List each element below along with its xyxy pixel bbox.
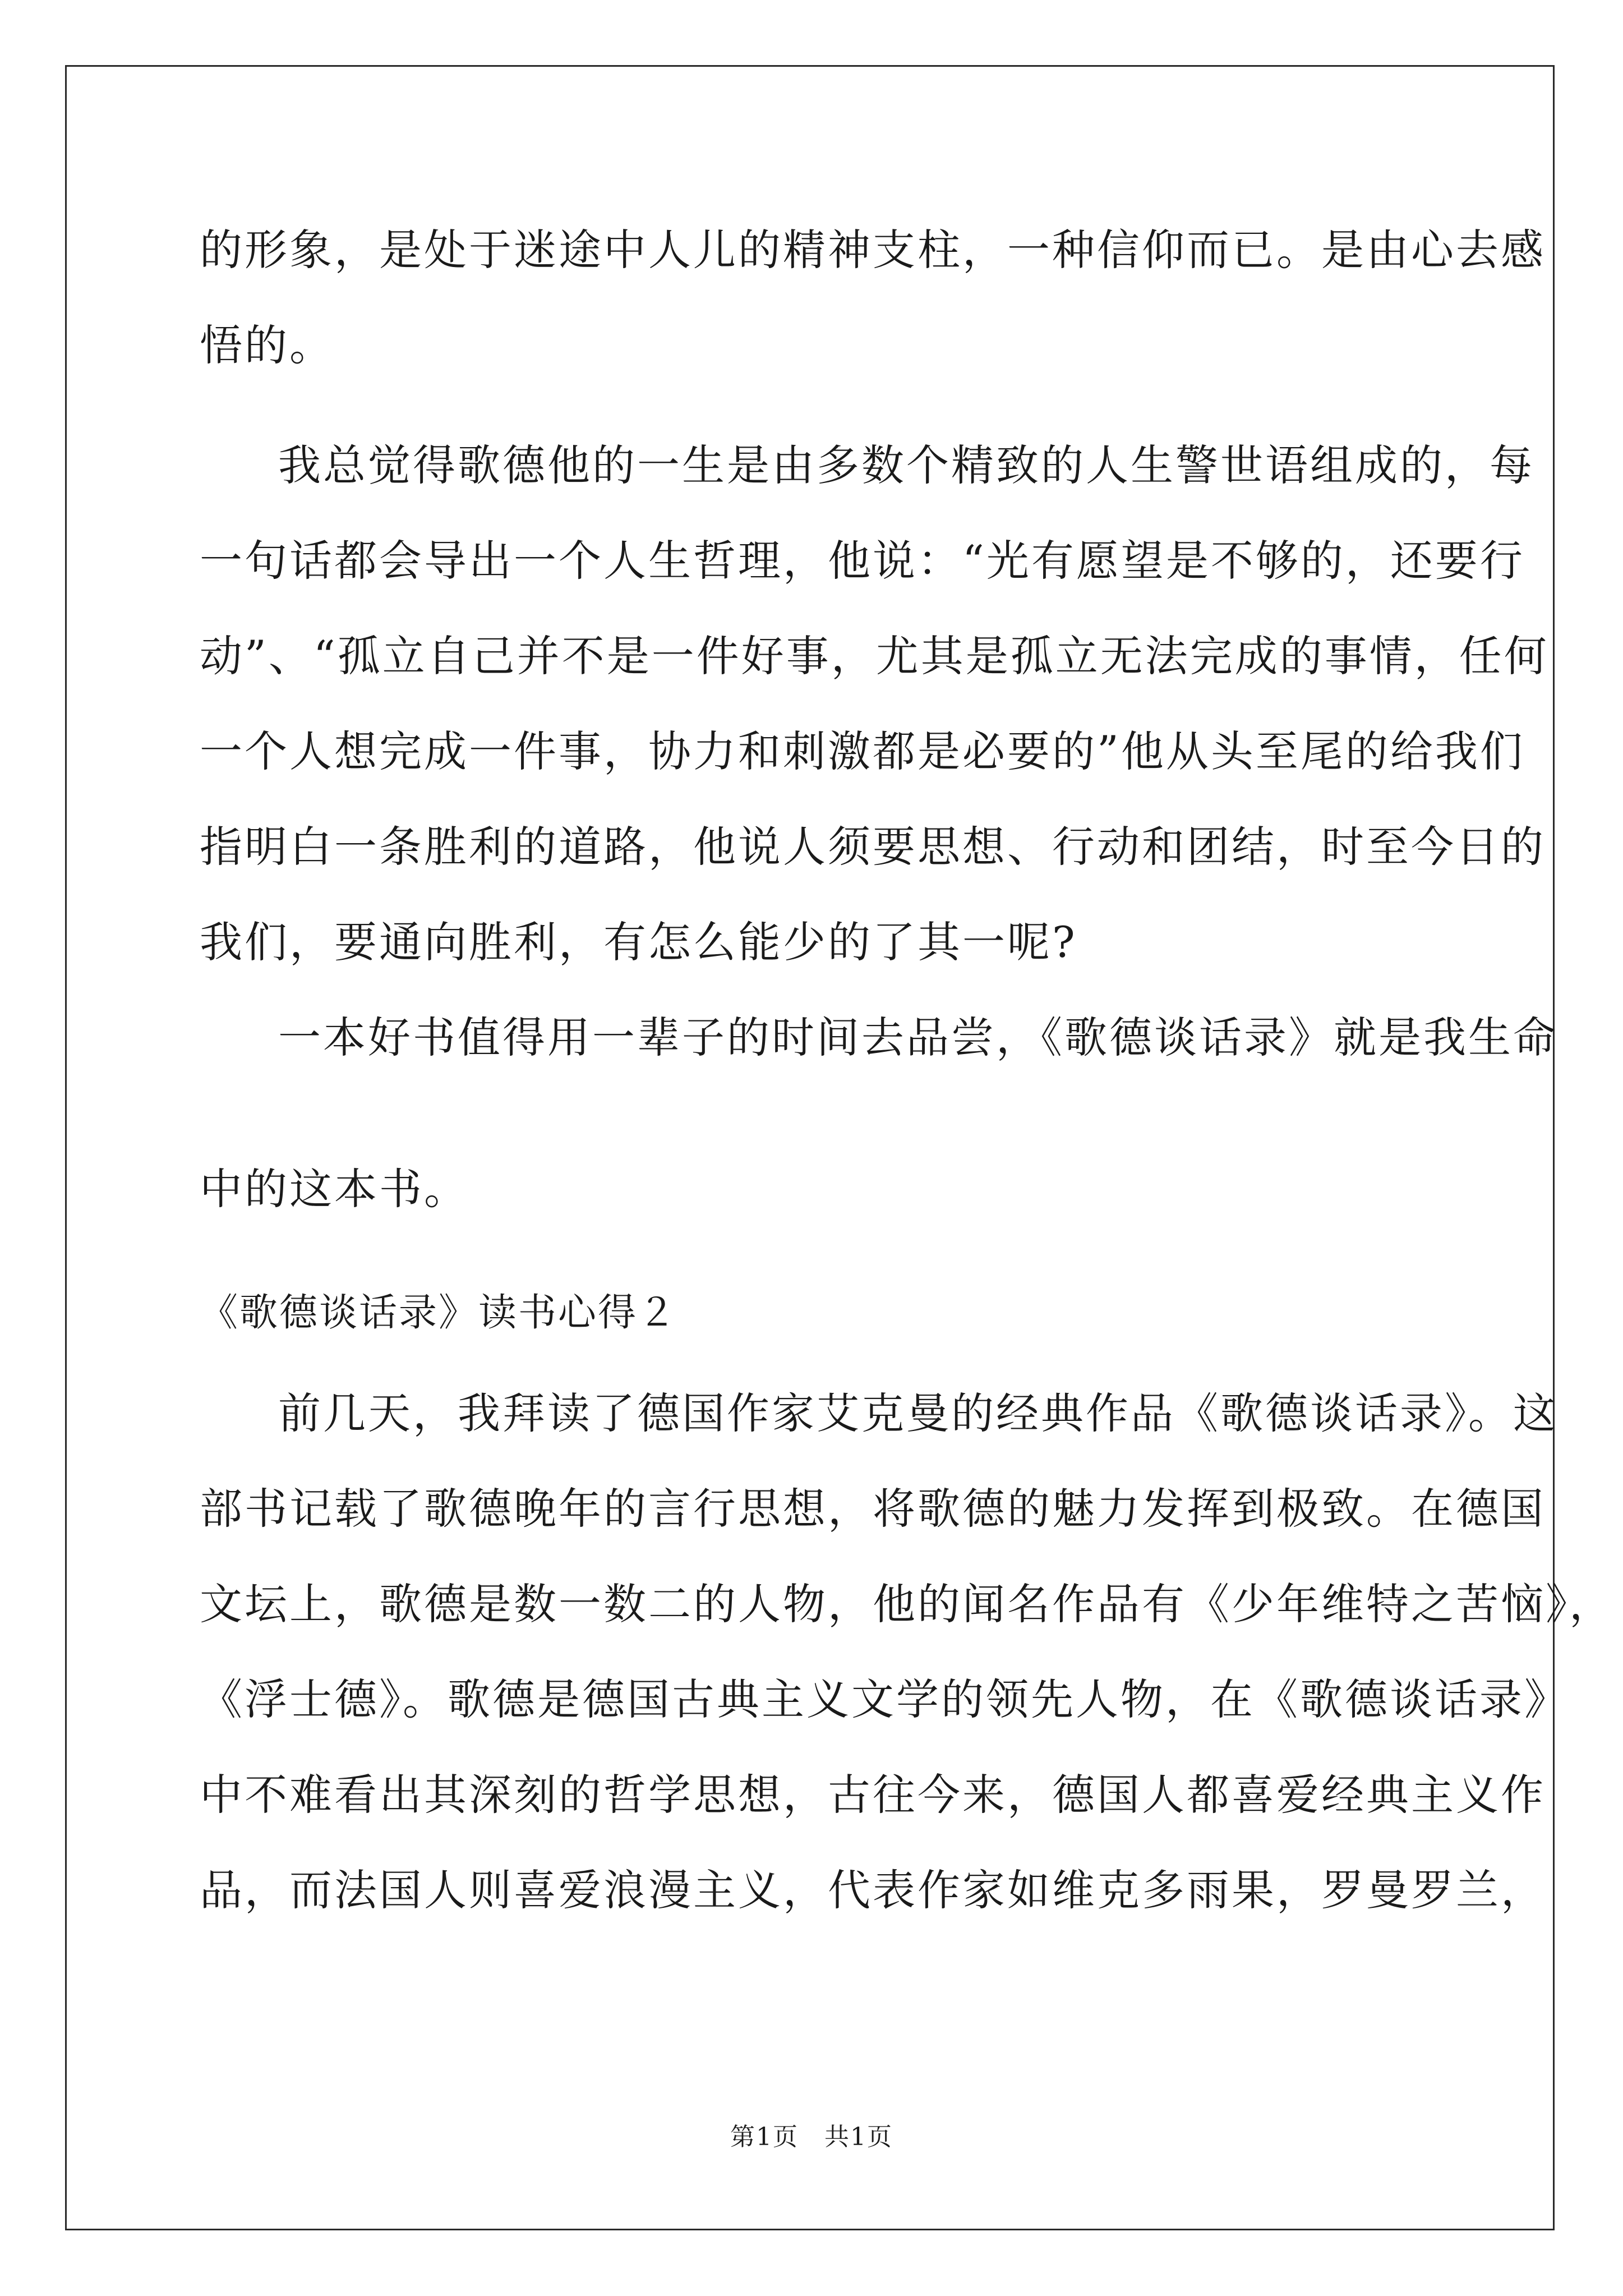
body-text-line: 《浮士德》。歌德是德国古典主义文学的领先人物，在《歌德谈话录》 [200, 1674, 1569, 1724]
body-text-line: 文坛上，歌德是数一数二的人物，他的闻名作品有《少年维特之苦恼》， [200, 1579, 1614, 1629]
body-text-line: 部书记载了歌德晚年的言行思想，将歌德的魅力发挥到极致。在德国 [200, 1484, 1546, 1534]
body-text-line: 一个人想完成一件事，协力和刺激都是必要的”他从头至尾的给我们 [200, 726, 1525, 776]
body-text-line: 我们，要通向胜利，有怎么能少的了其一呢? [200, 917, 1077, 967]
section-heading: 《歌德谈话录》读书心得２ [200, 1291, 678, 1335]
body-text-line: 品，而法国人则喜爱浪漫主义，代表作家如维克多雨果，罗曼罗兰， [200, 1865, 1546, 1915]
body-text-line: 一句话都会导出一个人生哲理，他说：“光有愿望是不够的，还要行 [200, 536, 1525, 586]
body-text-line: 中不难看出其深刻的哲学思想，古往今来，德国人都喜爱经典主义作 [200, 1770, 1546, 1820]
body-text-line: 的形象，是处于迷途中人儿的精神支柱，一种信仰而已。是由心去感 [200, 225, 1546, 275]
body-text-line: 中的这本书。 [200, 1164, 469, 1214]
body-text-line: 动”、“孤立自己并不是一件好事，尤其是孤立无法完成的事情，任何 [200, 631, 1549, 681]
body-text-line: 指明白一条胜利的道路，他说人须要思想、行动和团结，时至今日的 [200, 822, 1546, 872]
paragraph-first-line: 前几天，我拜读了德国作家艾克曼的经典作品《歌德谈话录》。这 [278, 1388, 1558, 1438]
page-footer: 第1页 共1页 [730, 2123, 893, 2151]
paragraph-first-line: 一本好书值得用一辈子的时间去品尝，《歌德谈话录》就是我生命 [278, 1013, 1558, 1062]
body-text-line: 悟的。 [200, 320, 334, 370]
paragraph-first-line: 我总觉得歌德他的一生是由多数个精致的人生警世语组成的，每 [278, 440, 1534, 490]
